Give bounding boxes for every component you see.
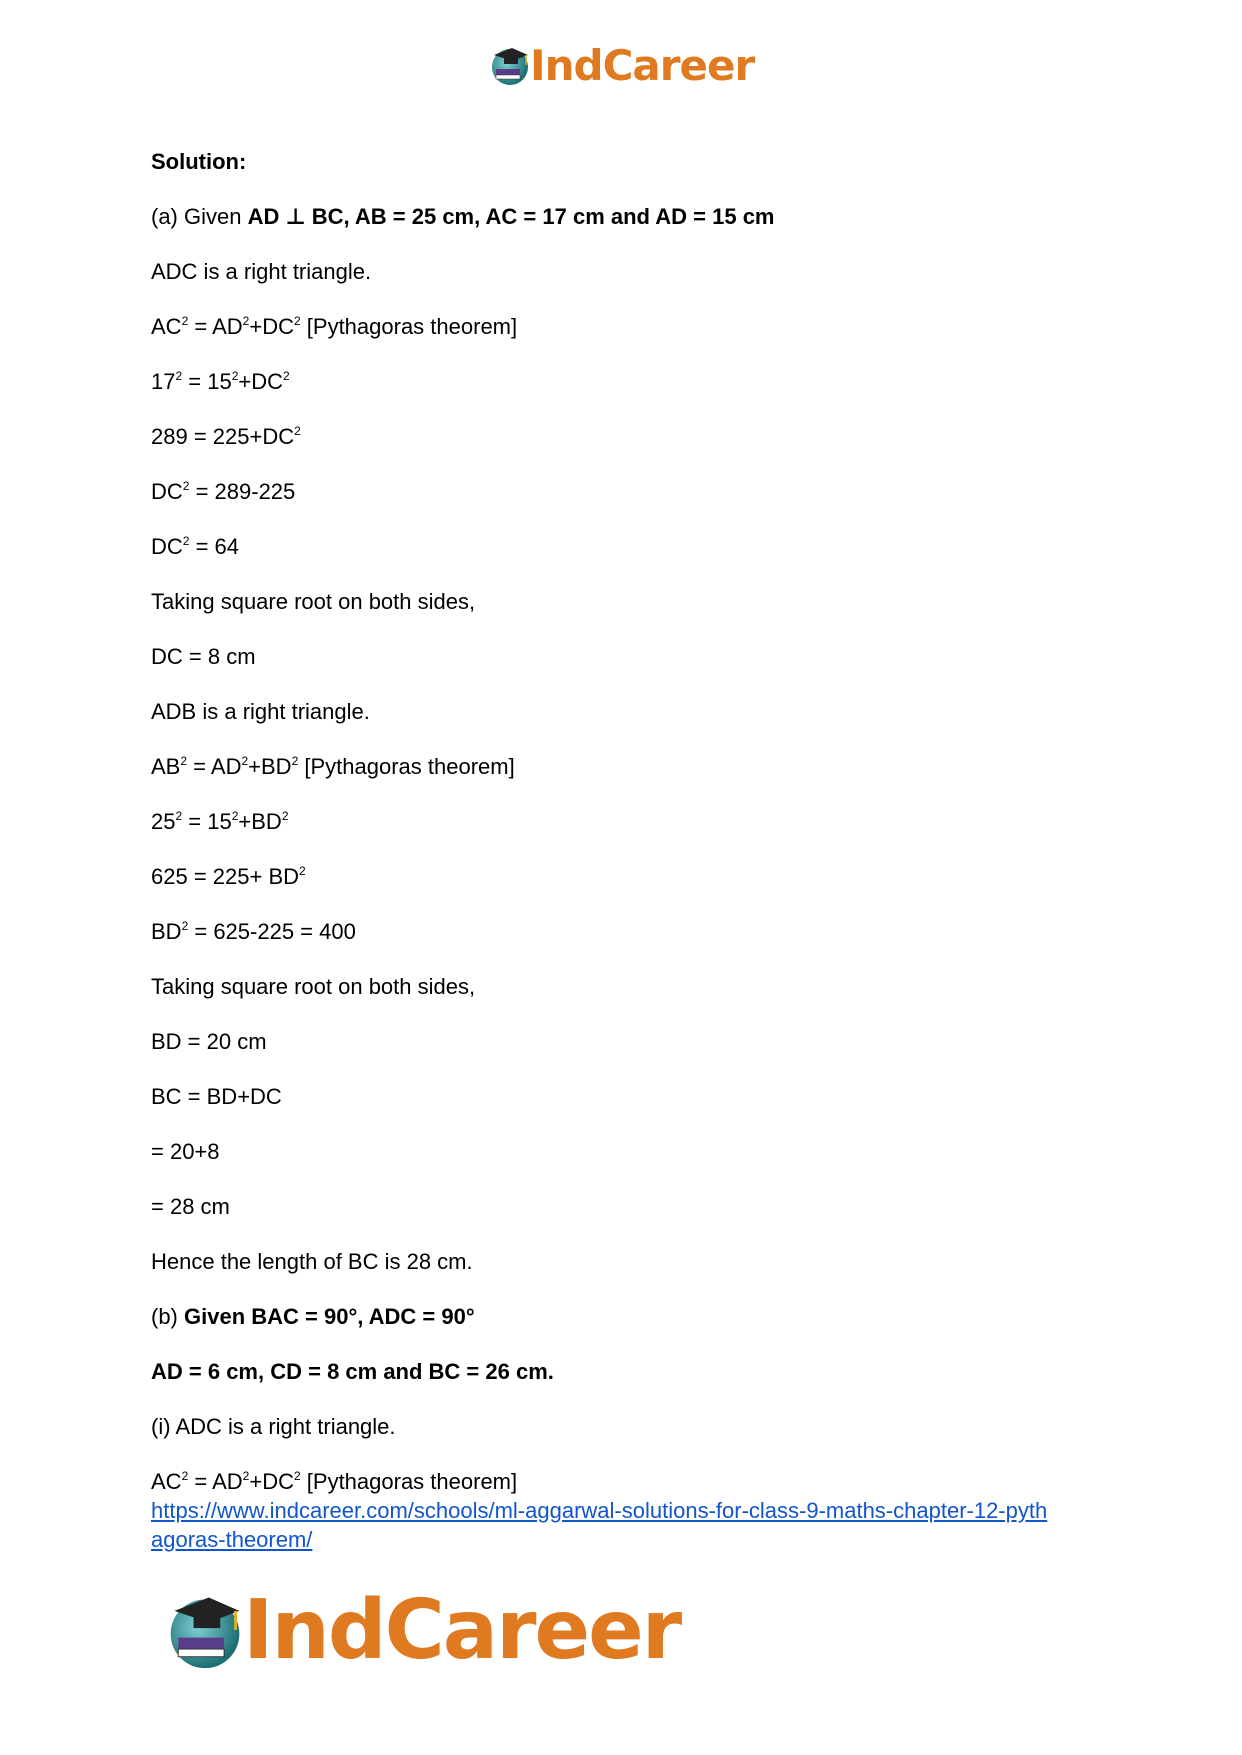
header-logo [488, 40, 754, 90]
part-b-given-values: AD = 6 cm, CD = 8 cm and BC = 26 cm. [151, 1359, 554, 1384]
source-link[interactable]: https://www.indcareer.com/schools/ml-aggarwal-solutions-for-class-9-maths-chapter-12-pyth [151, 1498, 1048, 1523]
equation: $AB^2 = AD^2+BD^2$ [Pythagoras theorem] [151, 754, 515, 779]
footer-logo [163, 1584, 680, 1676]
part-a-given: (a) Given AD ⊥ BC, AB = 25 cm, AC = 17 cm and AD = 15 cm [151, 204, 775, 229]
equation: BC = BD+DC [151, 1084, 282, 1109]
equation: $25^2 = 15^2+BD^2$ [151, 809, 289, 834]
step-text: Taking square root on both sides, [151, 974, 476, 999]
step-text: ADC is a right triangle. [151, 259, 372, 284]
graduation-globe-icon [488, 43, 532, 87]
step-text: Taking square root on both sides, [151, 589, 476, 614]
step-text: (i) ADC is a right triangle. [151, 1414, 396, 1439]
equation: $289 = 225+DC^2$ [151, 424, 301, 449]
equation: = 28 cm [151, 1194, 230, 1219]
equation: = 20+8 [151, 1139, 220, 1164]
equation: $DC^2 = 64$ [151, 534, 240, 559]
part-b-given: (b) Given BAC = 90°, ADC = 90° [151, 1304, 475, 1329]
equation: BD = 20 cm [151, 1029, 267, 1054]
graduation-globe-icon [163, 1588, 247, 1672]
equation: $AC^2 = AD^2+DC^2$ [Pythagoras theorem] [151, 1469, 518, 1494]
equation: DC = 8 cm [151, 644, 256, 669]
logo-text: IndCareer [243, 1582, 681, 1678]
equation: $BD^2 = 625-225 = 400$ [151, 919, 356, 944]
step-text: ADB is a right triangle. [151, 699, 370, 724]
conclusion: Hence the length of BC is 28 cm. [151, 1249, 473, 1274]
equation: $DC^2 = 289-225$ [151, 479, 296, 504]
equation: $AC^2 = AD^2+DC^2$ [Pythagoras theorem] [151, 314, 518, 339]
logo-text: IndCareer [530, 40, 755, 90]
equation: $17^2 = 15^2+DC^2$ [151, 369, 290, 394]
source-link-continued[interactable]: agoras-theorem/ [151, 1527, 313, 1552]
equation: $625 = 225+ BD^2$ [151, 864, 306, 889]
solution-heading: Solution: [151, 149, 247, 174]
